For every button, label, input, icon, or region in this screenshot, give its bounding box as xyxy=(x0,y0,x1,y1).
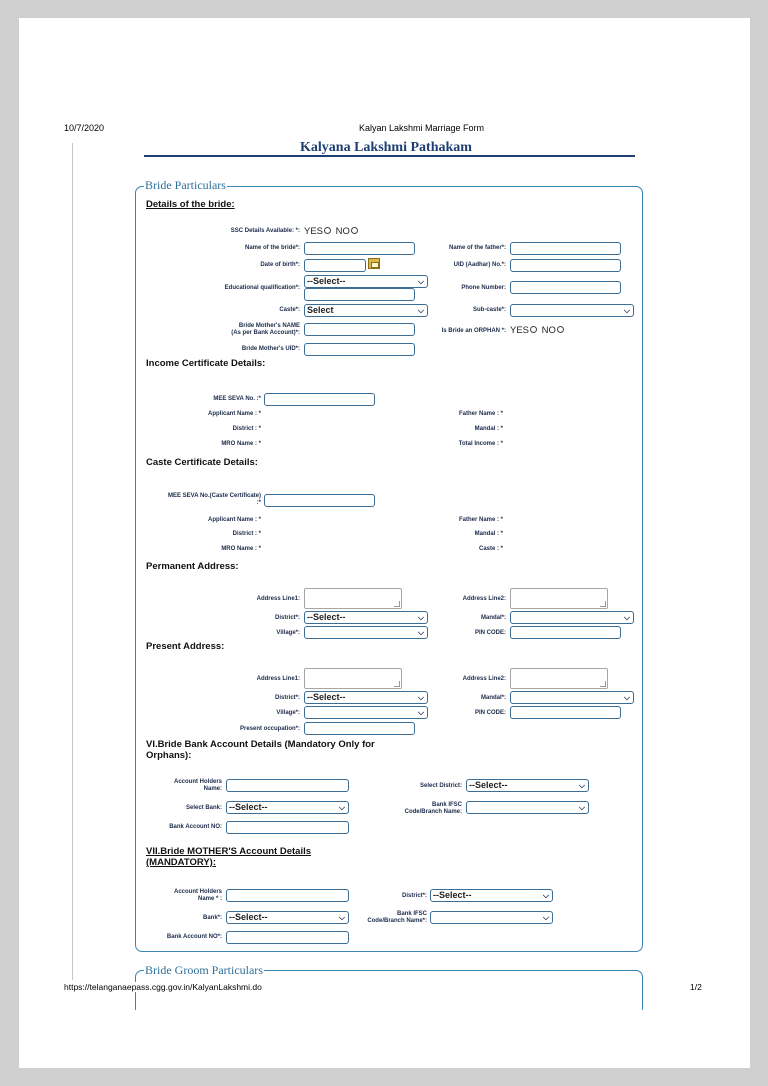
uid-label: UID (Aadhar) No.*: xyxy=(453,262,506,268)
footer-page: 1/2 xyxy=(690,982,702,992)
dob-label: Date of birth*: xyxy=(260,262,300,268)
orphan-label: Is Bride an ORPHAN *: xyxy=(441,328,506,334)
perm-addr2-textarea[interactable] xyxy=(510,588,608,609)
mother-uid-input[interactable] xyxy=(304,343,415,356)
caste-cert-heading: Caste Certificate Details: xyxy=(146,457,258,468)
chevron-down-icon: ⌵ xyxy=(542,891,549,900)
pres-addr1-textarea[interactable] xyxy=(304,668,402,689)
mother-district-value: --Select-- xyxy=(433,890,472,900)
perm-district-label: District*: xyxy=(274,615,300,621)
mother-name-input[interactable] xyxy=(304,323,415,336)
chevron-down-icon: ⌵ xyxy=(623,613,630,622)
chevron-down-icon: ⌵ xyxy=(623,306,630,315)
bank-heading xyxy=(146,739,375,761)
income-mandal-label: Mandal : * xyxy=(474,426,503,432)
present-heading: Present Address: xyxy=(146,641,225,652)
mother-ifsc-label-line1: Bank IFSC xyxy=(396,911,427,917)
pres-pin-label: PIN CODE: xyxy=(474,710,506,716)
perm-district-value: --Select-- xyxy=(307,612,346,622)
mother-district-select[interactable] xyxy=(430,889,553,902)
chevron-down-icon: ⌵ xyxy=(338,913,345,922)
perm-pin-label: PIN CODE: xyxy=(474,630,506,636)
pres-pin-input[interactable] xyxy=(510,706,621,719)
groom-particulars-legend: Bride Groom Particulars xyxy=(145,963,263,977)
pres-district-select[interactable] xyxy=(304,691,428,704)
chevron-down-icon: ⌵ xyxy=(623,693,630,702)
education-value: --Select-- xyxy=(307,276,346,286)
caste-caste-label: Caste : * xyxy=(478,546,503,552)
caste-mro-label: MRO Name : * xyxy=(221,546,261,552)
chevron-down-icon: ⌵ xyxy=(417,277,424,286)
bank-select-value: --Select-- xyxy=(229,802,268,812)
caste-value: Select xyxy=(307,305,334,315)
mother-ifsc-label-line2: Code/Branch Name*: xyxy=(367,918,427,924)
father-name-input[interactable] xyxy=(510,242,621,255)
education-label: Educational qualification*: xyxy=(224,285,300,291)
ssc-yes-radio[interactable] xyxy=(324,227,331,234)
dob-input[interactable] xyxy=(304,259,366,272)
caste-meeseva-label-line1: MEE SEVA No.(Caste Certificate) xyxy=(167,493,261,499)
mother-district-label: District*: xyxy=(401,893,427,899)
bride-name-label: Name of the bride*: xyxy=(244,245,300,251)
chevron-down-icon: ⌵ xyxy=(417,306,424,315)
bank-district-value: --Select-- xyxy=(469,780,508,790)
orphan-radio-group xyxy=(510,325,566,336)
chevron-down-icon: ⌵ xyxy=(578,803,585,812)
caste-meeseva-input[interactable] xyxy=(264,494,375,507)
caste-select[interactable] xyxy=(304,304,428,317)
bank-ifsc-label-line1: Bank IFSC xyxy=(431,802,462,808)
mother-holder-label xyxy=(174,889,222,903)
occupation-input[interactable] xyxy=(304,722,415,735)
ssc-no-radio[interactable] xyxy=(351,227,358,234)
bank-heading-line2: Orphans): xyxy=(146,750,192,761)
pres-mandal-select[interactable] xyxy=(510,691,634,704)
perm-addr2-label: Address Line2: xyxy=(462,596,506,602)
perm-village-label: Village*: xyxy=(276,630,300,636)
chevron-down-icon: ⌵ xyxy=(417,708,424,717)
bank-heading-line1: VI.Bride Bank Account Details (Mandatory Only for xyxy=(146,739,375,750)
mother-bank-select[interactable] xyxy=(226,911,349,924)
mother-ifsc-label xyxy=(367,911,427,925)
mother-bank-heading-line2: (MANDATORY): xyxy=(146,857,217,868)
mother-uid-label: Bride Mother's UID*: xyxy=(241,346,300,352)
bank-ifsc-label xyxy=(405,802,462,816)
mother-name-label-line2: (As per Bank Account)*: xyxy=(231,330,300,336)
chevron-down-icon: ⌵ xyxy=(417,628,424,637)
chevron-down-icon: ⌵ xyxy=(417,693,424,702)
orphan-no-label: NO xyxy=(541,325,556,336)
pres-village-label: Village*: xyxy=(276,710,300,716)
mother-holder-input[interactable] xyxy=(226,889,349,902)
orphan-yes-radio[interactable] xyxy=(530,326,537,333)
perm-addr1-label: Address Line1: xyxy=(256,596,300,602)
bank-holder-label xyxy=(174,779,222,793)
phone-input[interactable] xyxy=(510,281,621,294)
ssc-label: SSC Details Available: *: xyxy=(230,228,300,234)
pres-addr1-label: Address Line1: xyxy=(256,676,300,682)
perm-village-select[interactable] xyxy=(304,626,428,639)
caste-district-label: District : * xyxy=(232,531,261,537)
income-applicant-label: Applicant Name : * xyxy=(207,411,261,417)
mother-bank-value: --Select-- xyxy=(229,912,268,922)
mother-holder-label-line1: Account Holders xyxy=(173,889,222,895)
income-meeseva-input[interactable] xyxy=(264,393,375,406)
pres-addr2-textarea[interactable] xyxy=(510,668,608,689)
chevron-down-icon: ⌵ xyxy=(338,803,345,812)
bank-district-label: Select District: xyxy=(419,783,462,789)
bank-ifsc-select[interactable] xyxy=(466,801,589,814)
mother-bank-label: Bank*: xyxy=(202,915,222,921)
bank-holder-label-line1: Account Holders xyxy=(173,779,222,785)
pres-district-label: District*: xyxy=(274,695,300,701)
pres-mandal-label: Mandal*: xyxy=(480,695,506,701)
subcaste-label: Sub-caste*: xyxy=(472,307,506,313)
bride-particulars-legend: Bride Particulars xyxy=(145,178,226,192)
subcaste-select[interactable] xyxy=(510,304,634,317)
pres-village-select[interactable] xyxy=(304,706,428,719)
income-meeseva-label: MEE SEVA No. :* xyxy=(213,396,261,402)
caste-father-label: Father Name : * xyxy=(458,517,503,523)
pres-district-value: --Select-- xyxy=(307,692,346,702)
mother-name-label-line1: Bride Mother's NAME xyxy=(238,323,300,329)
mother-holder-label-line2: Name * : xyxy=(197,896,222,902)
form-title: Kalyana Lakshmi Pathakam xyxy=(300,140,472,155)
print-doc-title: Kalyan Lakshmi Marriage Form xyxy=(359,123,485,133)
caste-meeseva-label xyxy=(168,493,261,507)
chevron-down-icon: ⌵ xyxy=(542,913,549,922)
perm-mandal-label: Mandal*: xyxy=(480,615,506,621)
orphan-yes-label: YES xyxy=(510,325,530,336)
title-underline xyxy=(144,155,635,157)
calendar-icon[interactable] xyxy=(368,258,380,269)
print-date: 10/7/2020 xyxy=(64,123,105,133)
caste-applicant-label: Applicant Name : * xyxy=(207,517,261,523)
income-district-label: District : * xyxy=(232,426,261,432)
bank-holder-input[interactable] xyxy=(226,779,349,792)
bride-name-input[interactable] xyxy=(304,242,415,255)
bank-ifsc-label-line2: Code/Branch Name: xyxy=(404,809,462,815)
orphan-no-radio[interactable] xyxy=(557,326,564,333)
ssc-yes-label: YES xyxy=(304,226,324,237)
education-select[interactable] xyxy=(304,275,428,288)
mother-account-label: Bank Account NO*: xyxy=(166,934,222,940)
details-heading: Details of the bride: xyxy=(146,199,235,210)
caste-label: Caste*: xyxy=(279,307,300,313)
mother-account-input[interactable] xyxy=(226,931,349,944)
father-name-label: Name of the father*: xyxy=(448,245,506,251)
perm-district-select[interactable] xyxy=(304,611,428,624)
left-margin-line xyxy=(72,143,73,980)
chevron-down-icon: ⌵ xyxy=(578,781,585,790)
mother-bank-heading-line1: VII.Bride MOTHER'S Account Details xyxy=(146,846,312,857)
phone-label: Phone Number: xyxy=(461,285,506,291)
bank-select-label: Select Bank: xyxy=(185,805,222,811)
perm-mandal-select[interactable] xyxy=(510,611,634,624)
bank-district-select[interactable] xyxy=(466,779,589,792)
mother-bank-heading xyxy=(146,846,311,868)
income-father-label: Father Name : * xyxy=(458,411,503,417)
mother-name-label xyxy=(231,323,300,337)
bank-select[interactable] xyxy=(226,801,349,814)
perm-pin-input[interactable] xyxy=(510,626,621,639)
uid-input[interactable] xyxy=(510,259,621,272)
education-other-input[interactable] xyxy=(304,288,415,301)
income-total-label: Total Income : * xyxy=(458,441,503,447)
income-heading: Income Certificate Details: xyxy=(146,358,266,369)
income-mro-label: MRO Name : * xyxy=(221,441,261,447)
bank-account-label: Bank Account NO: xyxy=(169,824,222,830)
occupation-label: Present occupation*: xyxy=(239,726,300,732)
ssc-radio-group xyxy=(304,226,360,237)
footer-url: https://telanganaepass.cgg.gov.in/KalyanLakshmi.do xyxy=(64,982,265,992)
perm-addr1-textarea[interactable] xyxy=(304,588,402,609)
caste-meeseva-label-line2: :* xyxy=(256,500,261,506)
permanent-heading: Permanent Address: xyxy=(146,561,239,572)
mother-ifsc-select[interactable] xyxy=(430,911,553,924)
bank-holder-label-line2: Name: xyxy=(203,786,222,792)
bank-account-input[interactable] xyxy=(226,821,349,834)
caste-mandal-label: Mandal : * xyxy=(474,531,503,537)
chevron-down-icon: ⌵ xyxy=(417,613,424,622)
ssc-no-label: NO xyxy=(335,226,350,237)
pres-addr2-label: Address Line2: xyxy=(462,676,506,682)
